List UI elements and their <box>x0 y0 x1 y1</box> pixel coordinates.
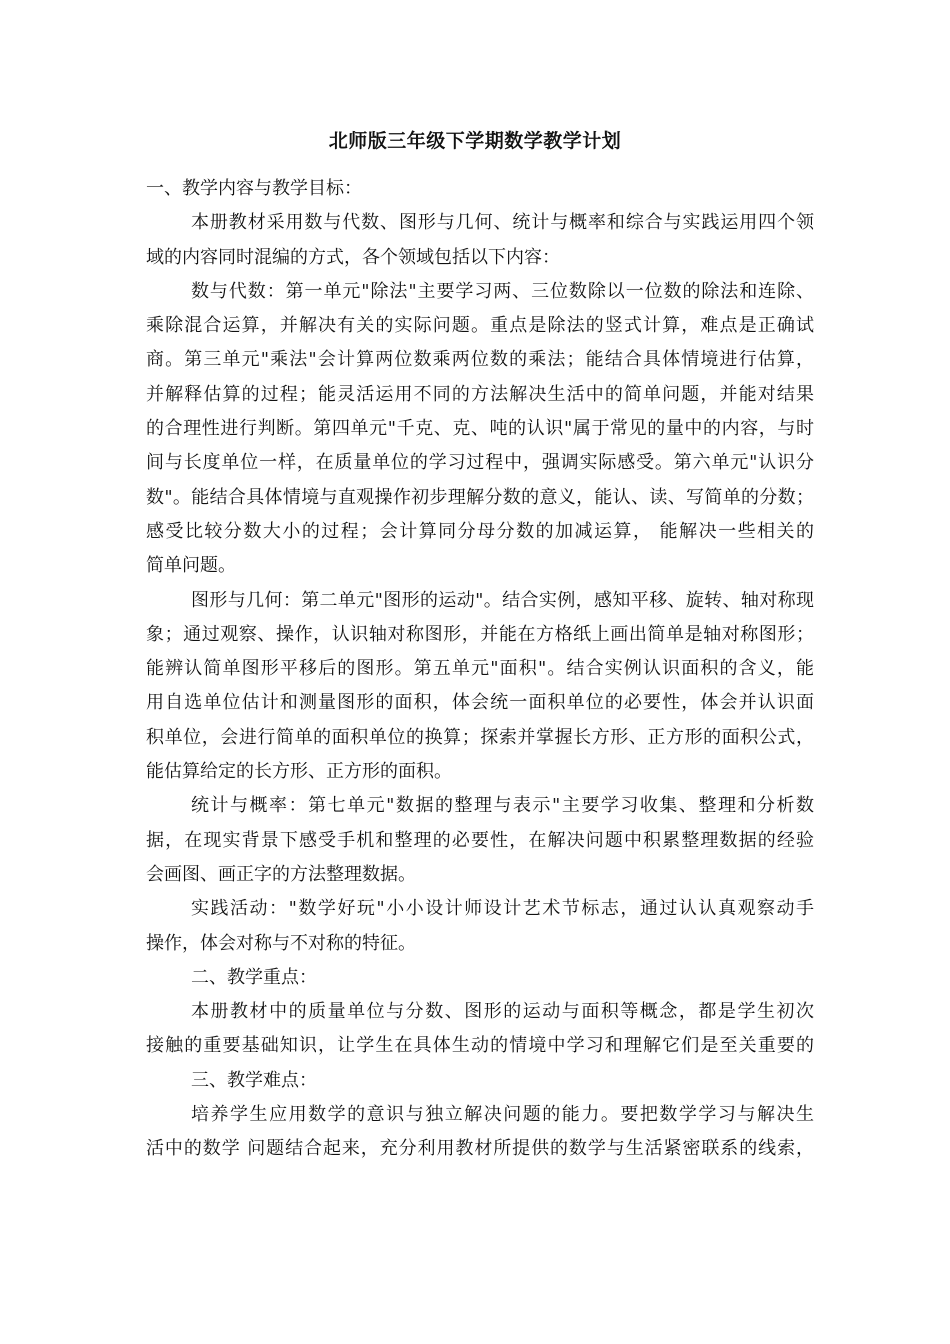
document-body <box>146 172 814 1167</box>
text-line: 数与代数：第一单元"除法"主要学习两、三位数除以一位数的除法和连除、 <box>191 280 814 302</box>
text-line: 能估算给定的长方形、正方形的面积。 <box>146 761 452 783</box>
document-title: 北师版三年级下学期数学教学计划 <box>328 130 622 152</box>
text-line: 本册教材采用数与代数、图形与几何、统计与概率和综合与实践运用四个领 <box>191 212 814 234</box>
text-line: 商。第三单元"乘法"会计算两位数乘两位数的乘法；能结合具体情境进行估算， <box>146 349 814 371</box>
text-line: 据，在现实背景下感受手机和整理的必要性，在解决问题中积累整理数据的经验 <box>146 829 814 851</box>
text-line: 能辨认简单图形平移后的图形。第五单元"面积"。结合实例认识面积的含义，能 <box>146 658 814 680</box>
text-line: 数"。能结合具体情境与直观操作初步理解分数的意义，能认、读、写简单的分数； <box>146 486 814 508</box>
text-line: 图形与几何：第二单元"图形的运动"。结合实例，感知平移、旋转、轴对称现 <box>191 589 814 611</box>
text-line: 并解释估算的过程；能灵活运用不同的方法解决生活中的简单问题，并能对结果 <box>146 383 814 405</box>
text-line: 本册教材中的质量单位与分数、图形的运动与面积等概念，都是学生初次 <box>191 1001 814 1023</box>
text-line: 会画图、画正字的方法整理数据。 <box>146 863 416 885</box>
text-line: 积单位，会进行简单的面积单位的换算；探索并掌握长方形、正方形的面积公式， <box>146 726 814 748</box>
text-line: 一、教学内容与教学目标： <box>146 178 362 199</box>
text-line: 活中的数学 问题结合起来，充分利用教材所提供的数学与生活紧密联系的线索， <box>146 1138 814 1160</box>
text-line: 域的内容同时混编的方式，各个领域包括以下内容： <box>146 246 560 268</box>
text-line: 象；通过观察、操作，认识轴对称图形，并能在方格纸上画出简单是轴对称图形； <box>146 623 814 645</box>
text-line: 接触的重要基础知识，让学生在具体生动的情境中学习和理解它们是至关重要的 <box>146 1035 814 1057</box>
text-line: 感受比较分数大小的过程；会计算同分母分数的加减运算， 能解决一些相关的 <box>146 520 814 542</box>
text-line: 简单问题。 <box>146 555 236 577</box>
text-line: 培养学生应用数学的意识与独立解决问题的能力。要把数学学习与解决生 <box>191 1104 814 1126</box>
text-line: 用自选单位估计和测量图形的面积，体会统一面积单位的必要性，体会并认识面 <box>146 692 814 714</box>
text-line: 实践活动："数学好玩"小小设计师设计艺术节标志，通过认认真观察动手 <box>191 898 814 920</box>
text-line: 二、教学重点： <box>191 966 317 988</box>
text-line: 三、教学难点： <box>191 1069 317 1091</box>
text-line: 的合理性进行判断。第四单元"千克、克、吨的认识"属于常见的量中的内容，与时 <box>146 418 814 440</box>
text-line: 乘除混合运算，并解决有关的实际问题。重点是除法的竖式计算，难点是正确试 <box>146 315 814 337</box>
text-line: 统计与概率：第七单元"数据的整理与表示"主要学习收集、整理和分析数 <box>191 795 814 817</box>
text-line: 间与长度单位一样，在质量单位的学习过程中，强调实际感受。第六单元"认识分 <box>146 452 814 474</box>
text-line: 操作，体会对称与不对称的特征。 <box>146 932 416 954</box>
